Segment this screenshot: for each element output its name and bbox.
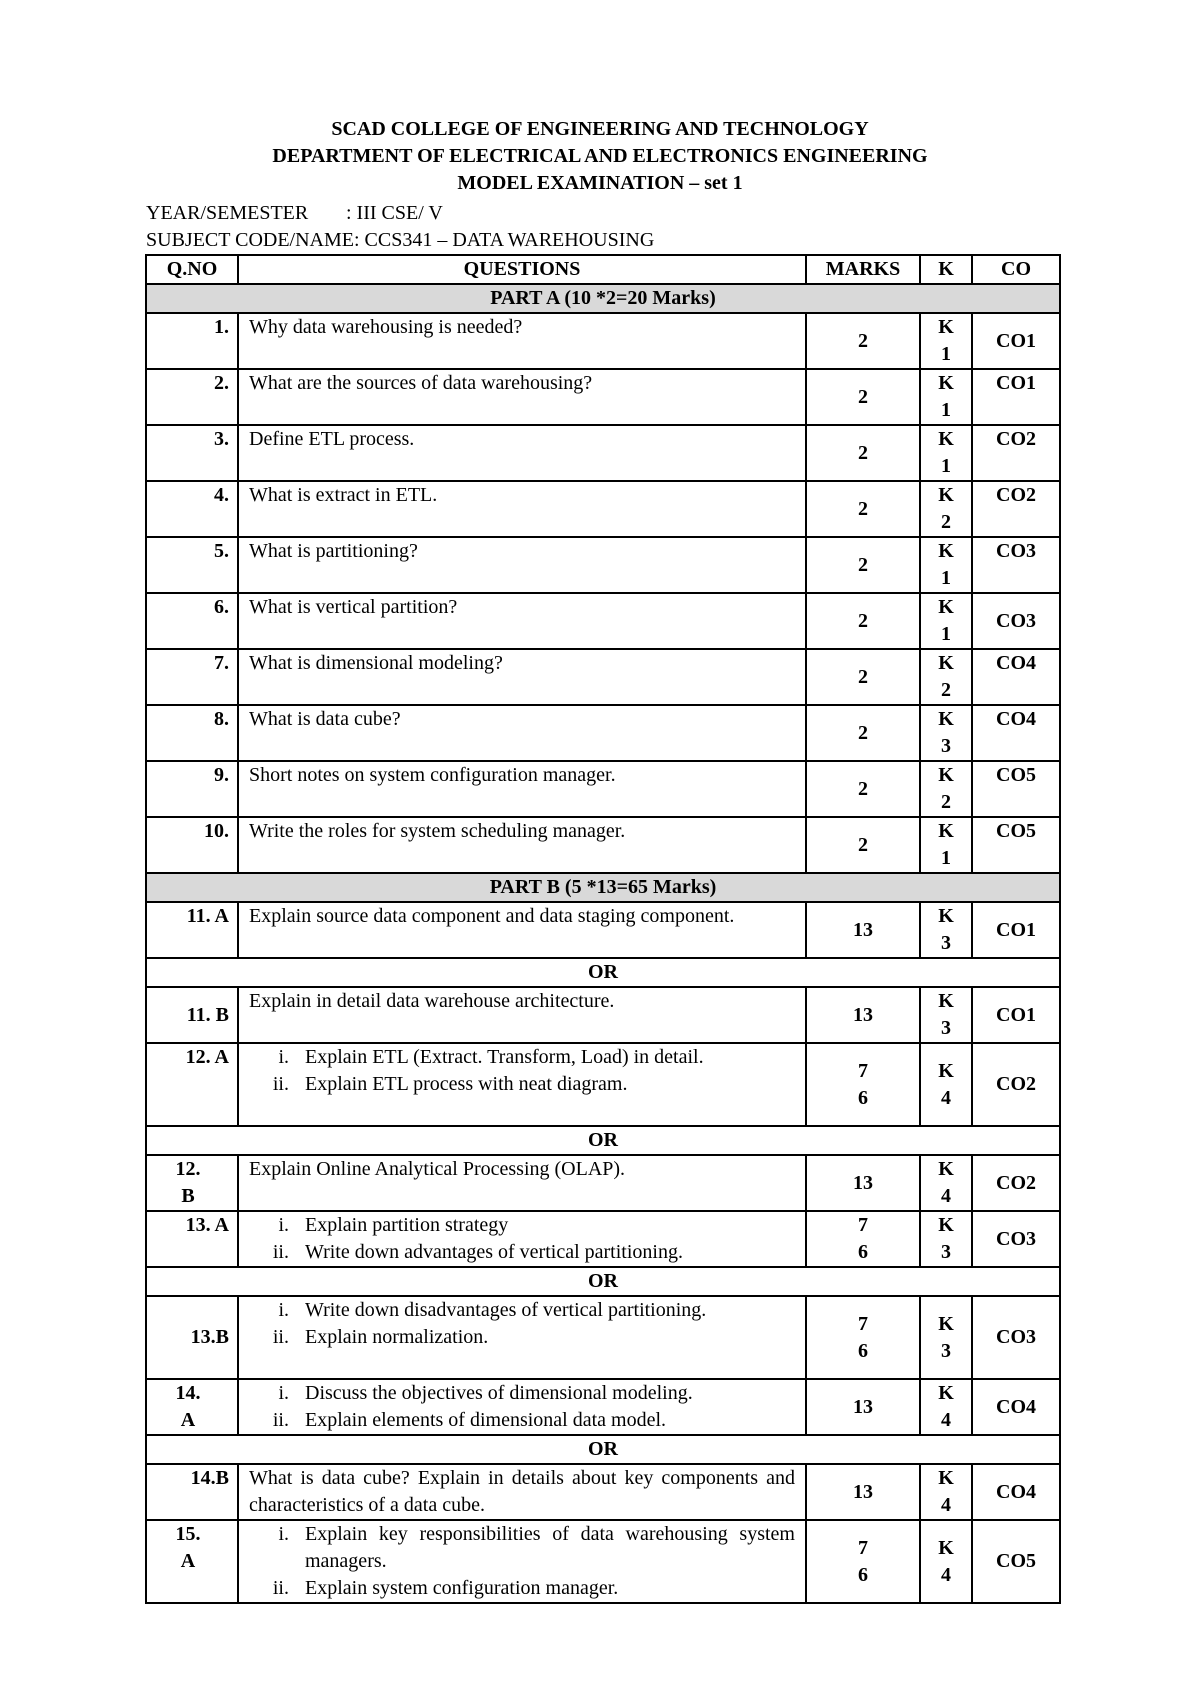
qno-cell: [146, 1379, 238, 1435]
qno-cell: 14.B: [146, 1464, 238, 1520]
qno-cell: [146, 1155, 238, 1211]
marks-cell: 13: [806, 987, 920, 1043]
k-cell: [920, 817, 972, 873]
k-cell: [920, 369, 972, 425]
question-cell: What is data cube? Explain in details about key components and characteristics of a data cube.: [238, 1464, 806, 1520]
question-cell: [238, 1296, 806, 1379]
sub-text: Discuss the objectives of dimensional modeling.: [305, 1382, 693, 1404]
qno-cell: 6.: [146, 593, 238, 649]
k-level: 1: [941, 567, 951, 589]
or-row: [146, 958, 1060, 987]
qno-cell: 12. A: [146, 1043, 238, 1126]
k-label: K: [938, 484, 954, 506]
k-cell: [920, 1043, 972, 1126]
sub-question: [249, 1297, 795, 1324]
table-row: [146, 902, 1060, 958]
sub-question: [249, 1044, 795, 1071]
part-a-title: PART A (10 *2=20 Marks): [146, 284, 1060, 313]
k-level: 2: [941, 791, 951, 813]
qno-cell: 13. A: [146, 1211, 238, 1267]
sub-question: [249, 1575, 795, 1602]
question-cell: Explain Online Analytical Processing (OLAP).: [238, 1155, 806, 1211]
question-cell: Explain in detail data warehouse architecture.: [238, 987, 806, 1043]
sub-number: i.: [278, 1046, 289, 1068]
sub-number: ii.: [272, 1577, 289, 1599]
question-cell: [238, 1211, 806, 1267]
sub-number: ii.: [272, 1326, 289, 1348]
department-name: DEPARTMENT OF ELECTRICAL AND ELECTRONICS ENGINEERING: [272, 145, 928, 167]
sub-text: Write down disadvantages of vertical partitioning.: [305, 1299, 707, 1321]
co-cell: CO3: [972, 1211, 1060, 1267]
marks-cell: [806, 1043, 920, 1126]
header-marks: MARKS: [806, 255, 920, 284]
or-label: OR: [146, 1126, 1060, 1155]
table-row: [146, 1296, 1060, 1379]
co-cell: CO2: [972, 1155, 1060, 1211]
header-co: CO: [972, 255, 1060, 284]
question-cell: What is dimensional modeling?: [238, 649, 806, 705]
k-cell: [920, 1379, 972, 1435]
k-cell: [920, 537, 972, 593]
marks-cell: 2: [806, 593, 920, 649]
table-row: [146, 313, 1060, 369]
k-cell: [920, 313, 972, 369]
co-cell: CO5: [972, 761, 1060, 817]
part-b-row: [146, 873, 1060, 902]
qno-cell: 3.: [146, 425, 238, 481]
exam-meta: [146, 200, 1106, 254]
co-cell: CO2: [972, 1043, 1060, 1126]
k-cell: [920, 1155, 972, 1211]
k-cell: [920, 649, 972, 705]
table-row: [146, 987, 1060, 1043]
marks-cell: 2: [806, 537, 920, 593]
sub-number: ii.: [272, 1409, 289, 1431]
co-cell: CO5: [972, 817, 1060, 873]
marks-cell: 13: [806, 1379, 920, 1435]
sub-text: Explain ETL process with neat diagram.: [305, 1073, 628, 1095]
qno-cell: 11. B: [146, 987, 238, 1043]
sub-number: i.: [278, 1214, 289, 1236]
qno-option: A: [180, 1409, 196, 1431]
k-level: 1: [941, 455, 951, 477]
marks-part-2: 6: [858, 1086, 868, 1109]
k-level: 3: [941, 1017, 951, 1039]
sub-number: ii.: [272, 1241, 289, 1263]
qno-cell: 10.: [146, 817, 238, 873]
k-label: K: [938, 1158, 954, 1180]
sub-number: ii.: [272, 1073, 289, 1095]
sub-text: Write down advantages of vertical partitioning.: [305, 1241, 683, 1263]
marks-cell: [806, 1296, 920, 1379]
k-cell: [920, 987, 972, 1043]
marks-part-1: 7: [858, 1059, 868, 1082]
marks-cell: 2: [806, 705, 920, 761]
marks-cell: 2: [806, 817, 920, 873]
k-label: K: [938, 652, 954, 674]
sub-text: Explain elements of dimensional data model.: [305, 1409, 667, 1431]
k-level: 4: [941, 1563, 951, 1586]
sub-question: [249, 1521, 795, 1575]
sub-number: i.: [278, 1299, 289, 1321]
table-row: [146, 1043, 1060, 1126]
qno-cell: [146, 1520, 238, 1603]
qno-cell: 5.: [146, 537, 238, 593]
k-label: K: [938, 372, 954, 394]
exam-header: [0, 116, 1200, 197]
marks-part-2: 6: [858, 1241, 868, 1263]
qno-option: B: [181, 1185, 195, 1207]
k-cell: [920, 1211, 972, 1267]
question-cell: Short notes on system configuration manager.: [238, 761, 806, 817]
co-cell: CO4: [972, 649, 1060, 705]
table-row: [146, 425, 1060, 481]
qno-cell: 1.: [146, 313, 238, 369]
marks-cell: 2: [806, 481, 920, 537]
k-label: K: [938, 764, 954, 786]
qno-option: A: [180, 1550, 196, 1572]
co-cell: CO3: [972, 593, 1060, 649]
question-cell: [238, 1520, 806, 1603]
k-level: 3: [941, 735, 951, 757]
co-cell: CO1: [972, 369, 1060, 425]
k-label: K: [938, 708, 954, 730]
or-row: [146, 1435, 1060, 1464]
k-level: 4: [941, 1409, 951, 1431]
k-label: K: [938, 428, 954, 450]
marks-cell: 2: [806, 369, 920, 425]
k-level: 1: [941, 343, 951, 365]
table-row: [146, 1379, 1060, 1435]
k-cell: [920, 1464, 972, 1520]
question-cell: What are the sources of data warehousing?: [238, 369, 806, 425]
marks-cell: 13: [806, 1155, 920, 1211]
co-cell: CO1: [972, 313, 1060, 369]
table-row: [146, 537, 1060, 593]
marks-cell: 2: [806, 425, 920, 481]
or-row: [146, 1126, 1060, 1155]
k-label: K: [938, 540, 954, 562]
qno-cell: 2.: [146, 369, 238, 425]
k-level: 1: [941, 847, 951, 869]
co-cell: CO4: [972, 1464, 1060, 1520]
marks-cell: 13: [806, 1464, 920, 1520]
question-cell: Why data warehousing is needed?: [238, 313, 806, 369]
k-cell: [920, 593, 972, 649]
question-cell: What is data cube?: [238, 705, 806, 761]
year-semester-label: YEAR/SEMESTER: [146, 202, 309, 224]
k-level: 2: [941, 511, 951, 533]
sub-question: [249, 1407, 795, 1434]
table-row: [146, 481, 1060, 537]
co-cell: CO2: [972, 481, 1060, 537]
college-name: SCAD COLLEGE OF ENGINEERING AND TECHNOLOGY: [331, 118, 869, 140]
k-label: K: [938, 596, 954, 618]
k-level: 4: [941, 1086, 951, 1109]
qno-number: 12.: [175, 1158, 201, 1180]
subject-line: SUBJECT CODE/NAME: CCS341 – DATA WAREHOUSING: [146, 229, 655, 251]
header-questions: QUESTIONS: [238, 255, 806, 284]
question-cell: [238, 1379, 806, 1435]
marks-part-2: 6: [858, 1339, 868, 1362]
co-cell: CO3: [972, 1296, 1060, 1379]
k-level: 3: [941, 1339, 951, 1362]
question-table: [145, 254, 1061, 1604]
qno-number: 15.: [175, 1523, 201, 1545]
sub-text: Explain ETL (Extract. Transform, Load) in detail.: [305, 1046, 704, 1068]
k-label: K: [938, 1382, 954, 1404]
sub-number: i.: [278, 1523, 289, 1545]
k-cell: [920, 902, 972, 958]
k-label: K: [938, 1536, 954, 1559]
k-label: K: [938, 1059, 954, 1082]
marks-cell: [806, 1211, 920, 1267]
question-cell: [238, 1043, 806, 1126]
k-cell: [920, 705, 972, 761]
marks-cell: 13: [806, 902, 920, 958]
k-level: 3: [941, 1241, 951, 1263]
k-label: K: [938, 316, 954, 338]
k-cell: [920, 1520, 972, 1603]
table-row: [146, 593, 1060, 649]
or-label: OR: [146, 1435, 1060, 1464]
k-level: 1: [941, 623, 951, 645]
marks-part-1: 7: [858, 1312, 868, 1335]
sub-number: i.: [278, 1382, 289, 1404]
qno-cell: 11. A: [146, 902, 238, 958]
header-qno: Q.NO: [146, 255, 238, 284]
sub-text: Explain key responsibilities of data warehousing system managers.: [305, 1523, 795, 1572]
year-semester-value: : III CSE/ V: [346, 202, 443, 224]
part-a-row: [146, 284, 1060, 313]
question-cell: Define ETL process.: [238, 425, 806, 481]
exam-title: MODEL EXAMINATION – set 1: [457, 172, 743, 194]
header-k: K: [920, 255, 972, 284]
k-label: K: [938, 820, 954, 842]
sub-text: Explain partition strategy: [305, 1214, 509, 1236]
k-cell: [920, 1296, 972, 1379]
year-semester-line: [146, 200, 1106, 227]
sub-question: [249, 1239, 795, 1266]
qno-cell: 7.: [146, 649, 238, 705]
co-cell: CO4: [972, 1379, 1060, 1435]
sub-text: Explain normalization.: [305, 1326, 489, 1348]
sub-question: [249, 1324, 795, 1351]
k-cell: [920, 761, 972, 817]
part-b-title: PART B (5 *13=65 Marks): [146, 873, 1060, 902]
question-cell: Explain source data component and data staging component.: [238, 902, 806, 958]
question-cell: What is vertical partition?: [238, 593, 806, 649]
table-row: [146, 1520, 1060, 1603]
marks-part-2: 6: [858, 1563, 868, 1586]
table-row: [146, 1211, 1060, 1267]
or-label: OR: [146, 958, 1060, 987]
table-row: [146, 761, 1060, 817]
marks-part-1: 7: [858, 1536, 868, 1559]
table-row: [146, 817, 1060, 873]
k-level: 4: [941, 1185, 951, 1207]
k-level: 1: [941, 399, 951, 421]
sub-text: Explain system configuration manager.: [305, 1577, 619, 1599]
qno-cell: 4.: [146, 481, 238, 537]
marks-part-1: 7: [858, 1214, 868, 1236]
table-row: [146, 649, 1060, 705]
qno-cell: 9.: [146, 761, 238, 817]
k-label: K: [938, 990, 954, 1012]
k-label: K: [938, 1214, 954, 1236]
co-cell: CO2: [972, 425, 1060, 481]
co-cell: CO1: [972, 902, 1060, 958]
sub-question: [249, 1380, 795, 1407]
or-row: [146, 1267, 1060, 1296]
marks-cell: 2: [806, 313, 920, 369]
question-cell: What is extract in ETL.: [238, 481, 806, 537]
or-label: OR: [146, 1267, 1060, 1296]
k-label: K: [938, 1467, 954, 1489]
qno-number: 14.: [175, 1382, 201, 1404]
co-cell: CO5: [972, 1520, 1060, 1603]
question-cell: Write the roles for system scheduling manager.: [238, 817, 806, 873]
sub-question: [249, 1071, 795, 1098]
k-level: 2: [941, 679, 951, 701]
table-row: [146, 1155, 1060, 1211]
qno-cell: 13.B: [146, 1296, 238, 1379]
k-level: 3: [941, 932, 951, 954]
k-label: K: [938, 905, 954, 927]
qno-cell: 8.: [146, 705, 238, 761]
table-row: [146, 369, 1060, 425]
question-cell: What is partitioning?: [238, 537, 806, 593]
co-cell: CO4: [972, 705, 1060, 761]
co-cell: CO3: [972, 537, 1060, 593]
table-row: [146, 705, 1060, 761]
co-cell: CO1: [972, 987, 1060, 1043]
marks-cell: 2: [806, 761, 920, 817]
k-cell: [920, 425, 972, 481]
k-label: K: [938, 1312, 954, 1335]
table-row: [146, 1464, 1060, 1520]
sub-question: [249, 1212, 795, 1239]
marks-cell: 2: [806, 649, 920, 705]
k-level: 4: [941, 1494, 951, 1516]
table-header-row: [146, 255, 1060, 284]
k-cell: [920, 481, 972, 537]
marks-cell: [806, 1520, 920, 1603]
